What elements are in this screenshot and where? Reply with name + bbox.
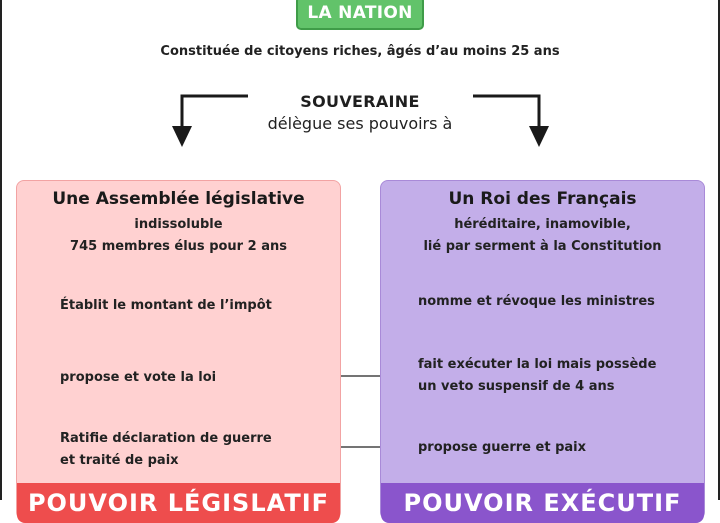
legislative-line-2: 745 membres élus pour 2 ans bbox=[70, 239, 287, 254]
executive-item-veto-line-1: fait exécuter la loi mais possède bbox=[418, 357, 657, 372]
executive-item-war: propose guerre et paix bbox=[418, 440, 586, 455]
executive-item-ministers: nomme et révoque les ministres bbox=[418, 294, 655, 309]
executive-line-1: héréditaire, inamovible, bbox=[454, 217, 631, 232]
legislative-footer: POUVOIR LÉGISLATIF bbox=[17, 483, 340, 523]
frame-left-border bbox=[0, 0, 2, 500]
executive-title: Un Roi des Français bbox=[448, 189, 637, 209]
executive-item-veto-line-2: un veto suspensif de 4 ans bbox=[418, 379, 615, 394]
legislative-item-tax: Établit le montant de l’impôt bbox=[60, 298, 272, 313]
legislative-line-1: indissoluble bbox=[134, 217, 223, 232]
executive-footer: POUVOIR EXÉCUTIF bbox=[381, 483, 704, 523]
executive-item-veto bbox=[418, 354, 656, 398]
legislative-item-war-line-2: et traité de paix bbox=[60, 453, 179, 468]
legislative-item-war-line-1: Ratifie déclaration de guerre bbox=[60, 431, 272, 446]
nation-badge: LA NATION bbox=[296, 0, 424, 30]
sovereign-title: SOUVERAINE bbox=[300, 92, 420, 111]
legislative-item-law: propose et vote la loi bbox=[60, 370, 217, 385]
legislative-item-war bbox=[60, 428, 272, 472]
sovereign-subtitle: délègue ses pouvoirs à bbox=[267, 114, 453, 133]
legislative-title: Une Assemblée législative bbox=[52, 189, 305, 209]
executive-panel bbox=[380, 180, 705, 520]
nation-description: Constituée de citoyens riches, âgés d’au moins 25 ans bbox=[160, 44, 560, 59]
executive-line-2: lié par serment à la Constitution bbox=[423, 239, 662, 254]
legislative-panel bbox=[16, 180, 341, 520]
